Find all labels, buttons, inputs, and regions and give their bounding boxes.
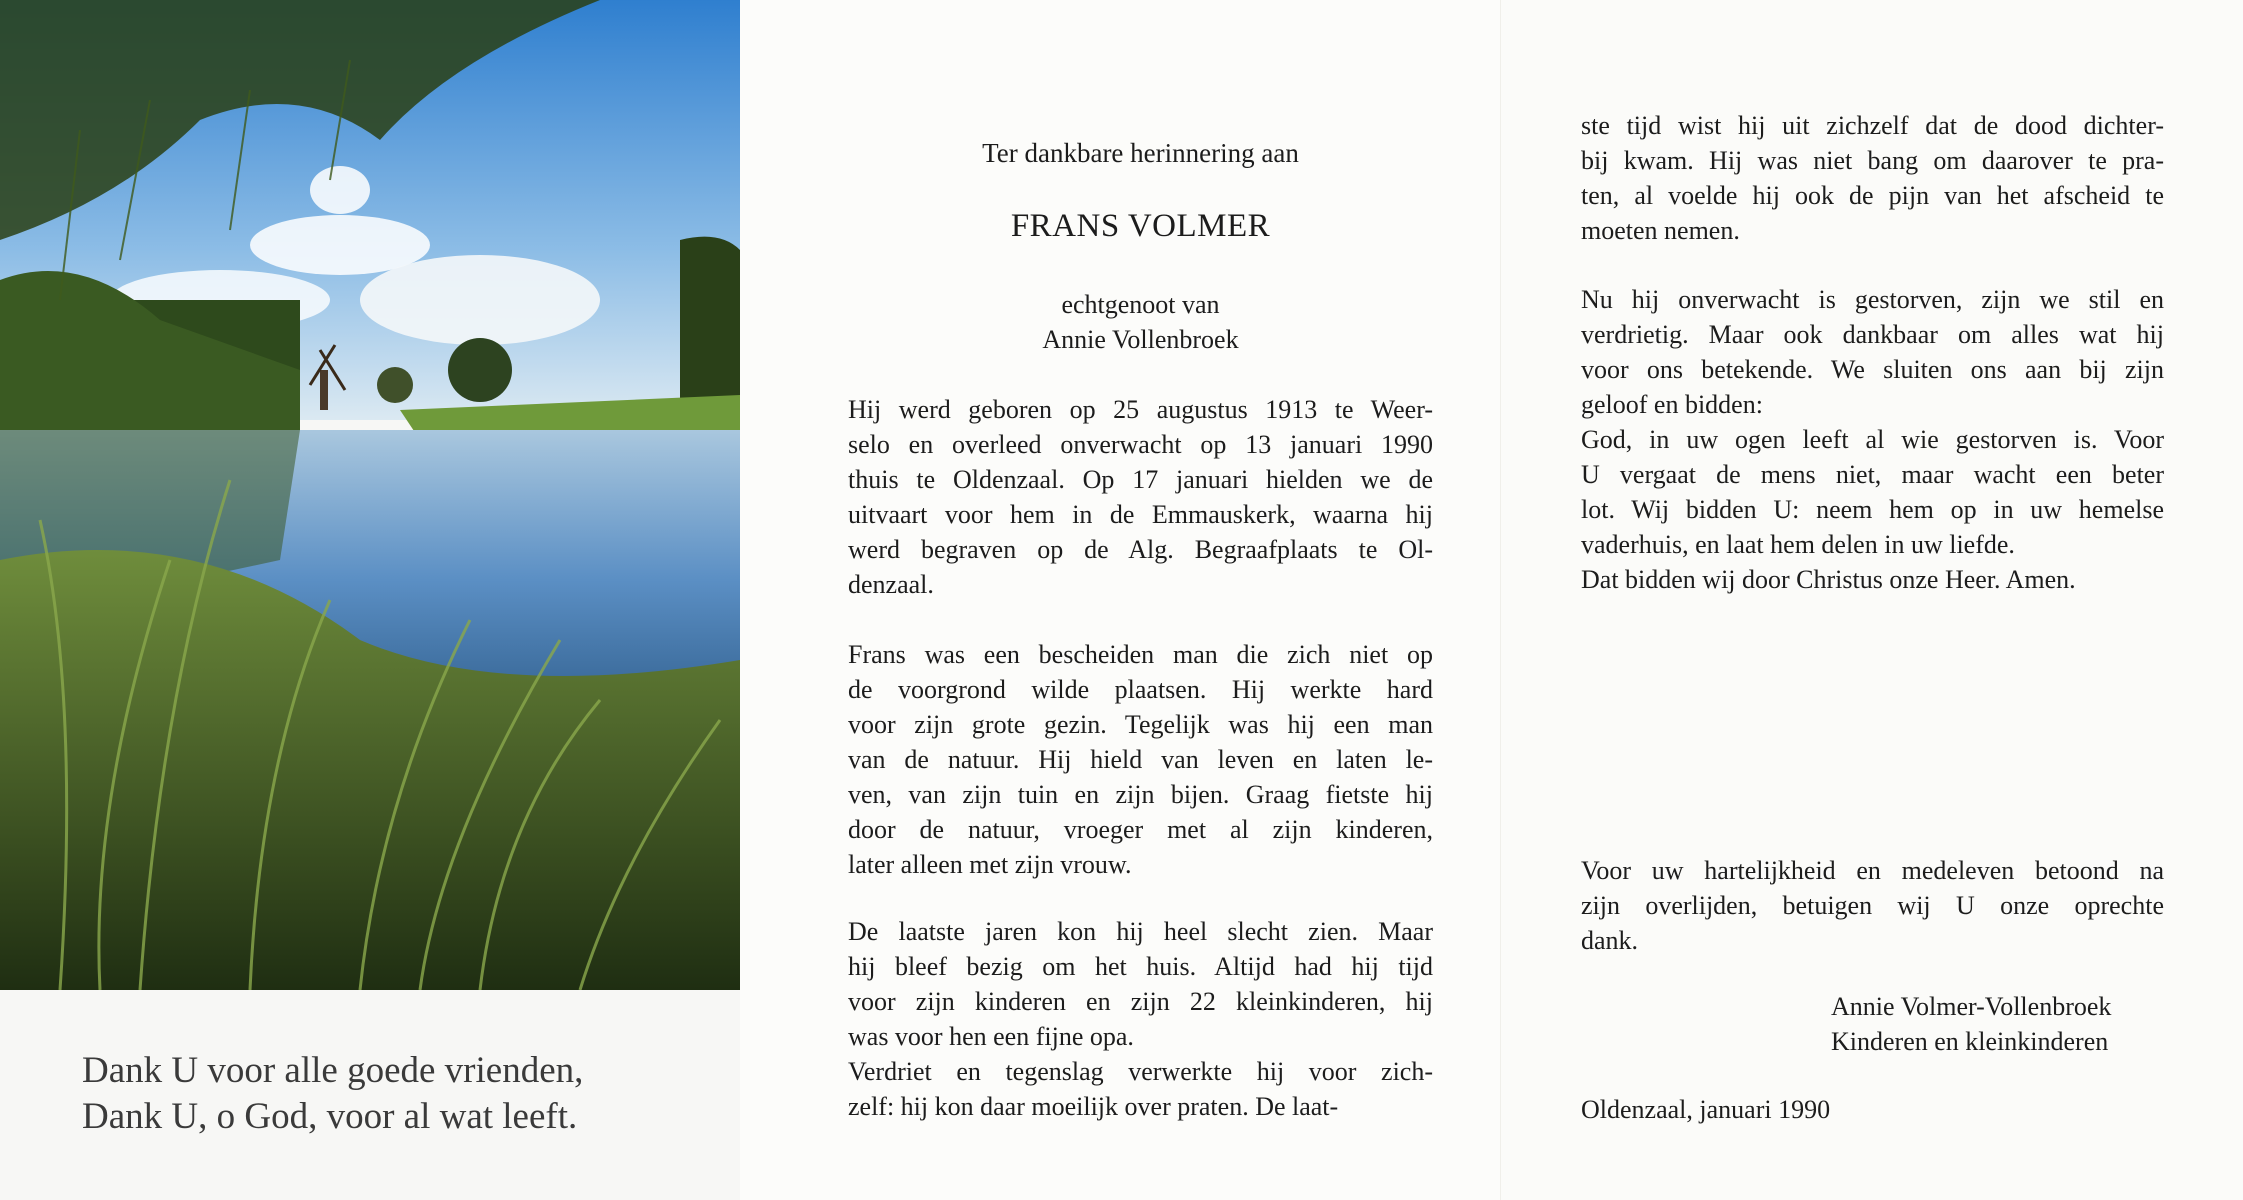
text-line: Nu hij onverwacht is gestorven, zijn we stil en bbox=[1581, 285, 2164, 314]
character-paragraph bbox=[848, 637, 1433, 882]
text-line: moeten nemen. bbox=[1581, 216, 1740, 245]
continuation-paragraph bbox=[1581, 108, 2164, 248]
photo-caption bbox=[82, 1048, 583, 1140]
faith-paragraph bbox=[1581, 282, 2164, 422]
prayer-paragraph bbox=[1581, 422, 2164, 562]
spouse-label: echtgenoot van bbox=[1061, 290, 1220, 319]
biography-paragraph bbox=[848, 392, 1433, 602]
text-line: selo en overleed onverwacht op 13 januari 1990 bbox=[848, 430, 1433, 459]
text-line: lot. Wij bidden U: neem hem op in uw hemelse bbox=[1581, 495, 2164, 524]
spouse-info bbox=[848, 287, 1433, 357]
thanks-paragraph bbox=[1581, 853, 2164, 958]
text-line: denzaal. bbox=[848, 570, 934, 599]
text-line: van de natuur. Hij hield van leven en laten le- bbox=[848, 745, 1433, 774]
text-line: verdrietig. Maar ook dankbaar om alles wat hij bbox=[1581, 320, 2164, 349]
text-line: voor zijn kinderen en zijn 22 kleinkinderen, hij bbox=[848, 987, 1433, 1016]
text-line: zijn overlijden, betuigen wij U onze oprechte bbox=[1581, 891, 2164, 920]
text-line: voor zijn grote gezin. Tegelijk was hij een man bbox=[848, 710, 1433, 739]
text-line: geloof en bidden: bbox=[1581, 390, 1763, 419]
caption-line: Dank U, o God, voor al wat leeft. bbox=[82, 1096, 578, 1137]
amen-line bbox=[1581, 562, 2164, 597]
text-line: vaderhuis, en laat hem delen in uw liefde. bbox=[1581, 530, 2015, 559]
text-line: Dat bidden wij door Christus onze Heer. Amen. bbox=[1581, 565, 2076, 594]
place-date: Oldenzaal, januari 1990 bbox=[1581, 1095, 1831, 1124]
text-line: U vergaat de mens niet, maar wacht een beter bbox=[1581, 460, 2164, 489]
text-line: ven, van zijn tuin en zijn bijen. Graag fietste hij bbox=[848, 780, 1433, 809]
text-line: Voor uw hartelijkheid en medeleven betoond na bbox=[1581, 856, 2164, 885]
text-line: thuis te Oldenzaal. Op 17 januari hielden we de bbox=[848, 465, 1433, 494]
text-line: ste tijd wist hij uit zichzelf dat de dood dichter- bbox=[1581, 111, 2164, 140]
landscape-photo bbox=[0, 0, 740, 990]
photo-panel bbox=[0, 0, 740, 1200]
deceased-name: FRANS VOLMER bbox=[1010, 208, 1271, 244]
middle-panel bbox=[740, 0, 1500, 1200]
text-line: Frans was een bescheiden man die zich niet op bbox=[848, 640, 1433, 669]
dedication-heading: Ter dankbare herinnering aan bbox=[982, 138, 1299, 168]
right-panel bbox=[1500, 0, 2243, 1200]
text-line: voor ons betekende. We sluiten ons aan bij zijn bbox=[1581, 355, 2164, 384]
caption-line: Dank U voor alle goede vrienden, bbox=[82, 1050, 584, 1091]
sorrow-paragraph bbox=[848, 1054, 1433, 1124]
spouse-name: Annie Vollenbroek bbox=[1042, 325, 1239, 354]
text-line: bij kwam. Hij was niet bang om daarover te pra- bbox=[1581, 146, 2164, 175]
text-line: later alleen met zijn vrouw. bbox=[848, 850, 1132, 879]
text-line: Verdriet en tegenslag verwerkte hij voor zich- bbox=[848, 1057, 1433, 1086]
text-line: de voorgrond wilde plaatsen. Hij werkte hard bbox=[848, 675, 1433, 704]
text-line: ten, al voelde hij ook de pijn van het afscheid te bbox=[1581, 181, 2164, 210]
text-line: God, in uw ogen leeft al wie gestorven is. Voor bbox=[1581, 425, 2164, 454]
text-line: werd begraven op de Alg. Begraafplaats te Ol- bbox=[848, 535, 1433, 564]
signature-line: Kinderen en kleinkinderen bbox=[1831, 1027, 2109, 1056]
text-line: dank. bbox=[1581, 926, 1639, 955]
signature-line: Annie Volmer-Vollenbroek bbox=[1831, 992, 2112, 1021]
signature bbox=[1831, 989, 2111, 1059]
later-years-paragraph bbox=[848, 914, 1433, 1054]
text-line: Hij werd geboren op 25 augustus 1913 te Weer- bbox=[848, 395, 1433, 424]
text-line: uitvaart voor hem in de Emmauskerk, waarna hij bbox=[848, 500, 1433, 529]
text-line: door de natuur, vroeger met al zijn kinderen, bbox=[848, 815, 1433, 844]
text-line: zelf: hij kon daar moeilijk over praten. De laat- bbox=[848, 1092, 1339, 1121]
text-line: was voor hen een fijne opa. bbox=[848, 1022, 1134, 1051]
text-line: De laatste jaren kon hij heel slecht zien. Maar bbox=[848, 917, 1433, 946]
text-line: hij bleef bezig om het huis. Altijd had hij tijd bbox=[848, 952, 1433, 981]
